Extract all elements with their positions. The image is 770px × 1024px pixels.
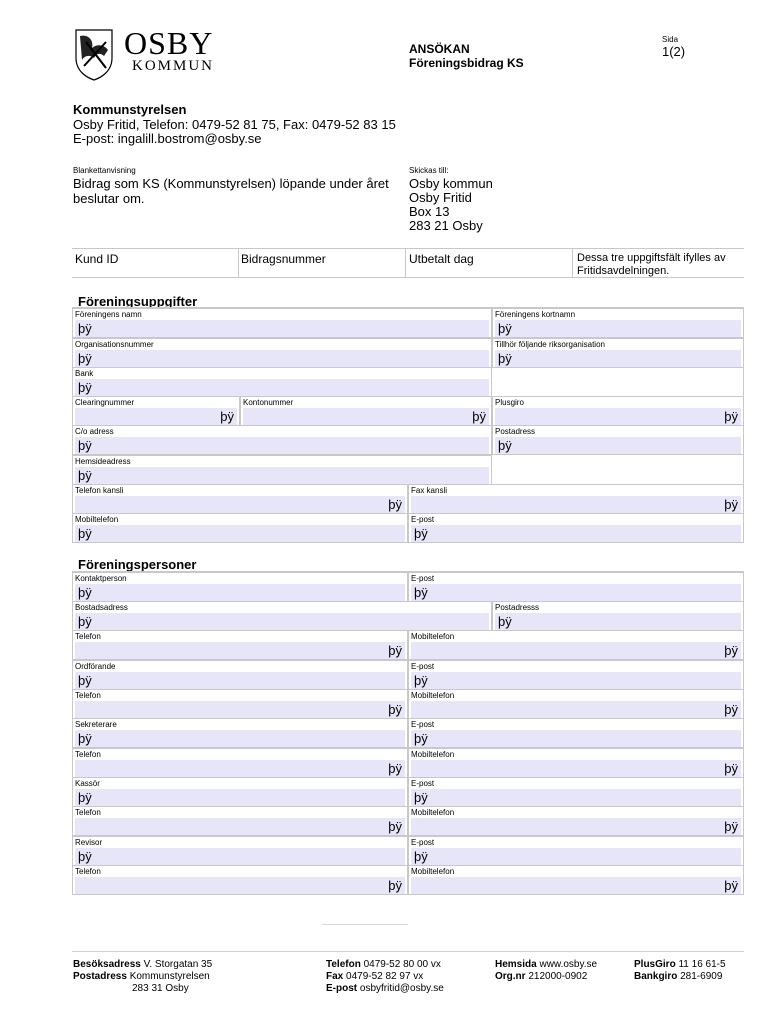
instructions-text: Bidrag som KS (Kommunstyrelsen) löpande under året beslutar om. — [73, 176, 389, 206]
field-plusgiro-7 — [492, 396, 744, 426]
field-label: Organisationsnummer — [75, 340, 154, 349]
e-post-input[interactable] — [411, 789, 741, 806]
tillhor-foljande-riksorganisation-input[interactable] — [495, 350, 741, 367]
footer-col-web — [495, 959, 597, 983]
field-revisor-18 — [72, 836, 408, 866]
footer-plusgiro: PlusGiro 11 16 61-5 — [634, 959, 726, 970]
kontaktperson-input[interactable] — [75, 584, 405, 601]
mobiltelefon-input[interactable] — [411, 642, 741, 659]
field-label: Bank — [75, 369, 94, 378]
hemsideadress-input[interactable] — [75, 467, 489, 484]
field-label: E-post — [411, 779, 435, 788]
form-title: ANSÖKAN — [409, 42, 470, 56]
footer-bankgiro: Bankgiro 281-6909 — [634, 971, 723, 982]
page-label: Sida — [662, 35, 679, 44]
revisor-input[interactable] — [75, 848, 405, 865]
field-hemsideadress-10 — [72, 455, 492, 485]
field-label: Sekreterare — [75, 720, 117, 729]
admin-note: Dessa tre uppgiftsfält ifylles av Fritidsavdelningen. — [577, 252, 726, 277]
field-mobiltelefon-5 — [408, 630, 744, 660]
field-kontonummer-6 — [240, 396, 492, 426]
field-telefon-4 — [72, 630, 408, 660]
organisationsnummer-input[interactable] — [75, 350, 489, 367]
field-label: Postadress — [495, 427, 536, 436]
field-tillhor-foljande-riksorganisation-3 — [492, 338, 744, 368]
field-ordforande-6 — [72, 660, 408, 690]
field-label: Bostadsadress — [75, 603, 128, 612]
field-label: E-post — [411, 662, 435, 671]
field-e-post-19 — [408, 836, 744, 866]
logo-main-text: OSBY — [124, 25, 214, 61]
mobiltelefon-input[interactable] — [411, 877, 741, 894]
telefon-input[interactable] — [75, 760, 405, 777]
field-foreningens-namn-0 — [72, 308, 492, 338]
field-e-post-1 — [408, 572, 744, 602]
sekreterare-input[interactable] — [75, 730, 405, 747]
c-o-adress-input[interactable] — [75, 437, 489, 454]
footer-divider — [72, 951, 744, 952]
footer-hemsida: Hemsida www.osby.se — [495, 959, 598, 970]
field-label: Mobiltelefon — [411, 867, 455, 876]
send-to-line-1: Osby kommun — [409, 176, 493, 191]
field-label: E-post — [411, 574, 435, 583]
admin-row — [72, 248, 744, 278]
field-label: Föreningens kortnamn — [495, 310, 576, 319]
field-label: Mobiltelefon — [411, 691, 455, 700]
footer-col-address — [73, 959, 212, 995]
footer-post-city: 283 31 Osby — [132, 983, 189, 994]
coat-of-arms-icon — [72, 26, 124, 82]
footer-post: Postadress Kommunstyrelsen — [73, 971, 210, 982]
bidragsnummer-label: Bidragsnummer — [241, 252, 326, 266]
sender-org: Kommunstyrelsen — [73, 102, 187, 117]
footer-orgnr: Org.nr 212000-0902 — [495, 971, 588, 982]
field-e-post-7 — [408, 660, 744, 690]
field-e-post-15 — [408, 777, 744, 807]
field-e-post-11 — [408, 718, 744, 748]
field-postadress-9 — [492, 425, 744, 455]
form-subtitle: Föreningsbidrag KS — [409, 56, 524, 70]
kund-id-label: Kund ID — [75, 252, 119, 266]
sender-line1: Osby Fritid, Telefon: 0479-52 81 75, Fax: 0479-52 83 15 — [73, 117, 396, 132]
field-label: Mobiltelefon — [411, 632, 455, 641]
field-sekreterare-10 — [72, 718, 408, 748]
ordforande-input[interactable] — [75, 672, 405, 689]
logo-sub-text: KOMMUN — [132, 58, 215, 74]
field-label: Tillhör följande riksorganisation — [495, 340, 605, 349]
field-label: Telefon kansli — [75, 486, 124, 495]
postadresss-input[interactable] — [495, 613, 741, 630]
telefon-input[interactable] — [75, 818, 405, 835]
field-label: Ordförande — [75, 662, 116, 671]
field-label: Kontaktperson — [75, 574, 127, 583]
osby-logo — [72, 26, 222, 82]
send-to-line-3: Box 13 — [409, 204, 450, 219]
e-post-input[interactable] — [411, 672, 741, 689]
field-label: Telefon — [75, 632, 101, 641]
field-clearingnummer-5 — [72, 396, 240, 426]
telefon-input[interactable] — [75, 642, 405, 659]
footer-epost: E-post osbyfritid@osby.se — [326, 983, 444, 994]
field-mobiltelefon-17 — [408, 806, 744, 836]
field-telefon-12 — [72, 748, 408, 778]
plusgiro-input[interactable] — [495, 408, 741, 425]
footer-col-contact — [326, 959, 444, 995]
mobiltelefon-input[interactable] — [75, 525, 405, 542]
e-post-input[interactable] — [411, 848, 741, 865]
field-bank-4 — [72, 367, 492, 397]
field-postadresss-3 — [492, 601, 744, 631]
send-to-line-4: 283 21 Osby — [409, 218, 483, 233]
field-label: Hemsideadress — [75, 457, 131, 466]
bostadsadress-input[interactable] — [75, 613, 489, 630]
foreningens-kortnamn-input[interactable] — [495, 320, 741, 337]
field-telefon-16 — [72, 806, 408, 836]
clearingnummer-input[interactable] — [75, 408, 237, 425]
footer-telefon: Telefon 0479-52 80 00 vx — [326, 959, 441, 970]
telefon-kansli-input[interactable] — [75, 496, 405, 513]
field-label: E-post — [411, 515, 435, 524]
field-telefon-20 — [72, 865, 408, 895]
field-fax-kansli-12 — [408, 484, 744, 514]
field-label: Fax kansli — [411, 486, 448, 495]
section-title-foreningsuppgifter: Föreningsuppgifter — [78, 294, 198, 309]
footer-fax: Fax 0479-52 82 97 vx — [326, 971, 424, 982]
field-e-post-14 — [408, 513, 744, 543]
field-label: Telefon — [75, 750, 101, 759]
e-post-input[interactable] — [411, 584, 741, 601]
e-post-input[interactable] — [411, 525, 741, 542]
field-label: Clearingnummer — [75, 398, 135, 407]
field-organisationsnummer-2 — [72, 338, 492, 368]
field-kassor-14 — [72, 777, 408, 807]
field-mobiltelefon-13 — [72, 513, 408, 543]
utbetalt-dag-label: Utbetalt dag — [409, 252, 474, 266]
field-label: Kassör — [75, 779, 100, 788]
field-label: Föreningens namn — [75, 310, 142, 319]
mobiltelefon-input[interactable] — [411, 701, 741, 718]
field-label: Revisor — [75, 838, 103, 847]
send-to-line-2: Osby Fritid — [409, 190, 472, 205]
fax-kansli-input[interactable] — [411, 496, 741, 513]
field-label: E-post — [411, 838, 435, 847]
kontonummer-input[interactable] — [243, 408, 489, 425]
field-label: Telefon — [75, 691, 101, 700]
field-c-o-adress-8 — [72, 425, 492, 455]
field-label: Telefon — [75, 808, 101, 817]
field-mobiltelefon-9 — [408, 689, 744, 719]
field-label: E-post — [411, 720, 435, 729]
field-label: Postadresss — [495, 603, 540, 612]
field-mobiltelefon-21 — [408, 865, 744, 895]
sender-line2: E-post: ingalill.bostrom@osby.se — [73, 131, 262, 146]
field-kontaktperson-0 — [72, 572, 408, 602]
field-mobiltelefon-13 — [408, 748, 744, 778]
mobiltelefon-input[interactable] — [411, 818, 741, 835]
footer-besok: Besöksadress V. Storgatan 35 — [73, 959, 213, 970]
field-foreningens-kortnamn-1 — [492, 308, 744, 338]
bank-input[interactable] — [75, 379, 489, 396]
instructions-label: Blankettanvisning — [73, 166, 136, 175]
field-telefon-kansli-11 — [72, 484, 408, 514]
send-to-label: Skickas till: — [409, 166, 449, 175]
postadress-input[interactable] — [495, 437, 741, 454]
footer-col-giro — [634, 959, 726, 983]
field-label: Mobiltelefon — [411, 808, 455, 817]
section-title-foreningspersoner: Föreningspersoner — [78, 557, 197, 572]
field-label: Plusgiro — [495, 398, 524, 407]
field-bostadsadress-2 — [72, 601, 492, 631]
field-telefon-8 — [72, 689, 408, 719]
separator-line — [322, 924, 408, 925]
page-number: 1(2) — [662, 44, 686, 59]
mobiltelefon-input[interactable] — [411, 760, 741, 777]
field-label: Kontonummer — [243, 398, 294, 407]
field-label: Telefon — [75, 867, 101, 876]
field-label: Mobiltelefon — [411, 750, 455, 759]
field-label: Mobiltelefon — [75, 515, 119, 524]
kassor-input[interactable] — [75, 789, 405, 806]
e-post-input[interactable] — [411, 730, 741, 747]
telefon-input[interactable] — [75, 877, 405, 894]
foreningens-namn-input[interactable] — [75, 320, 489, 337]
field-label: C/o adress — [75, 427, 114, 436]
telefon-input[interactable] — [75, 701, 405, 718]
